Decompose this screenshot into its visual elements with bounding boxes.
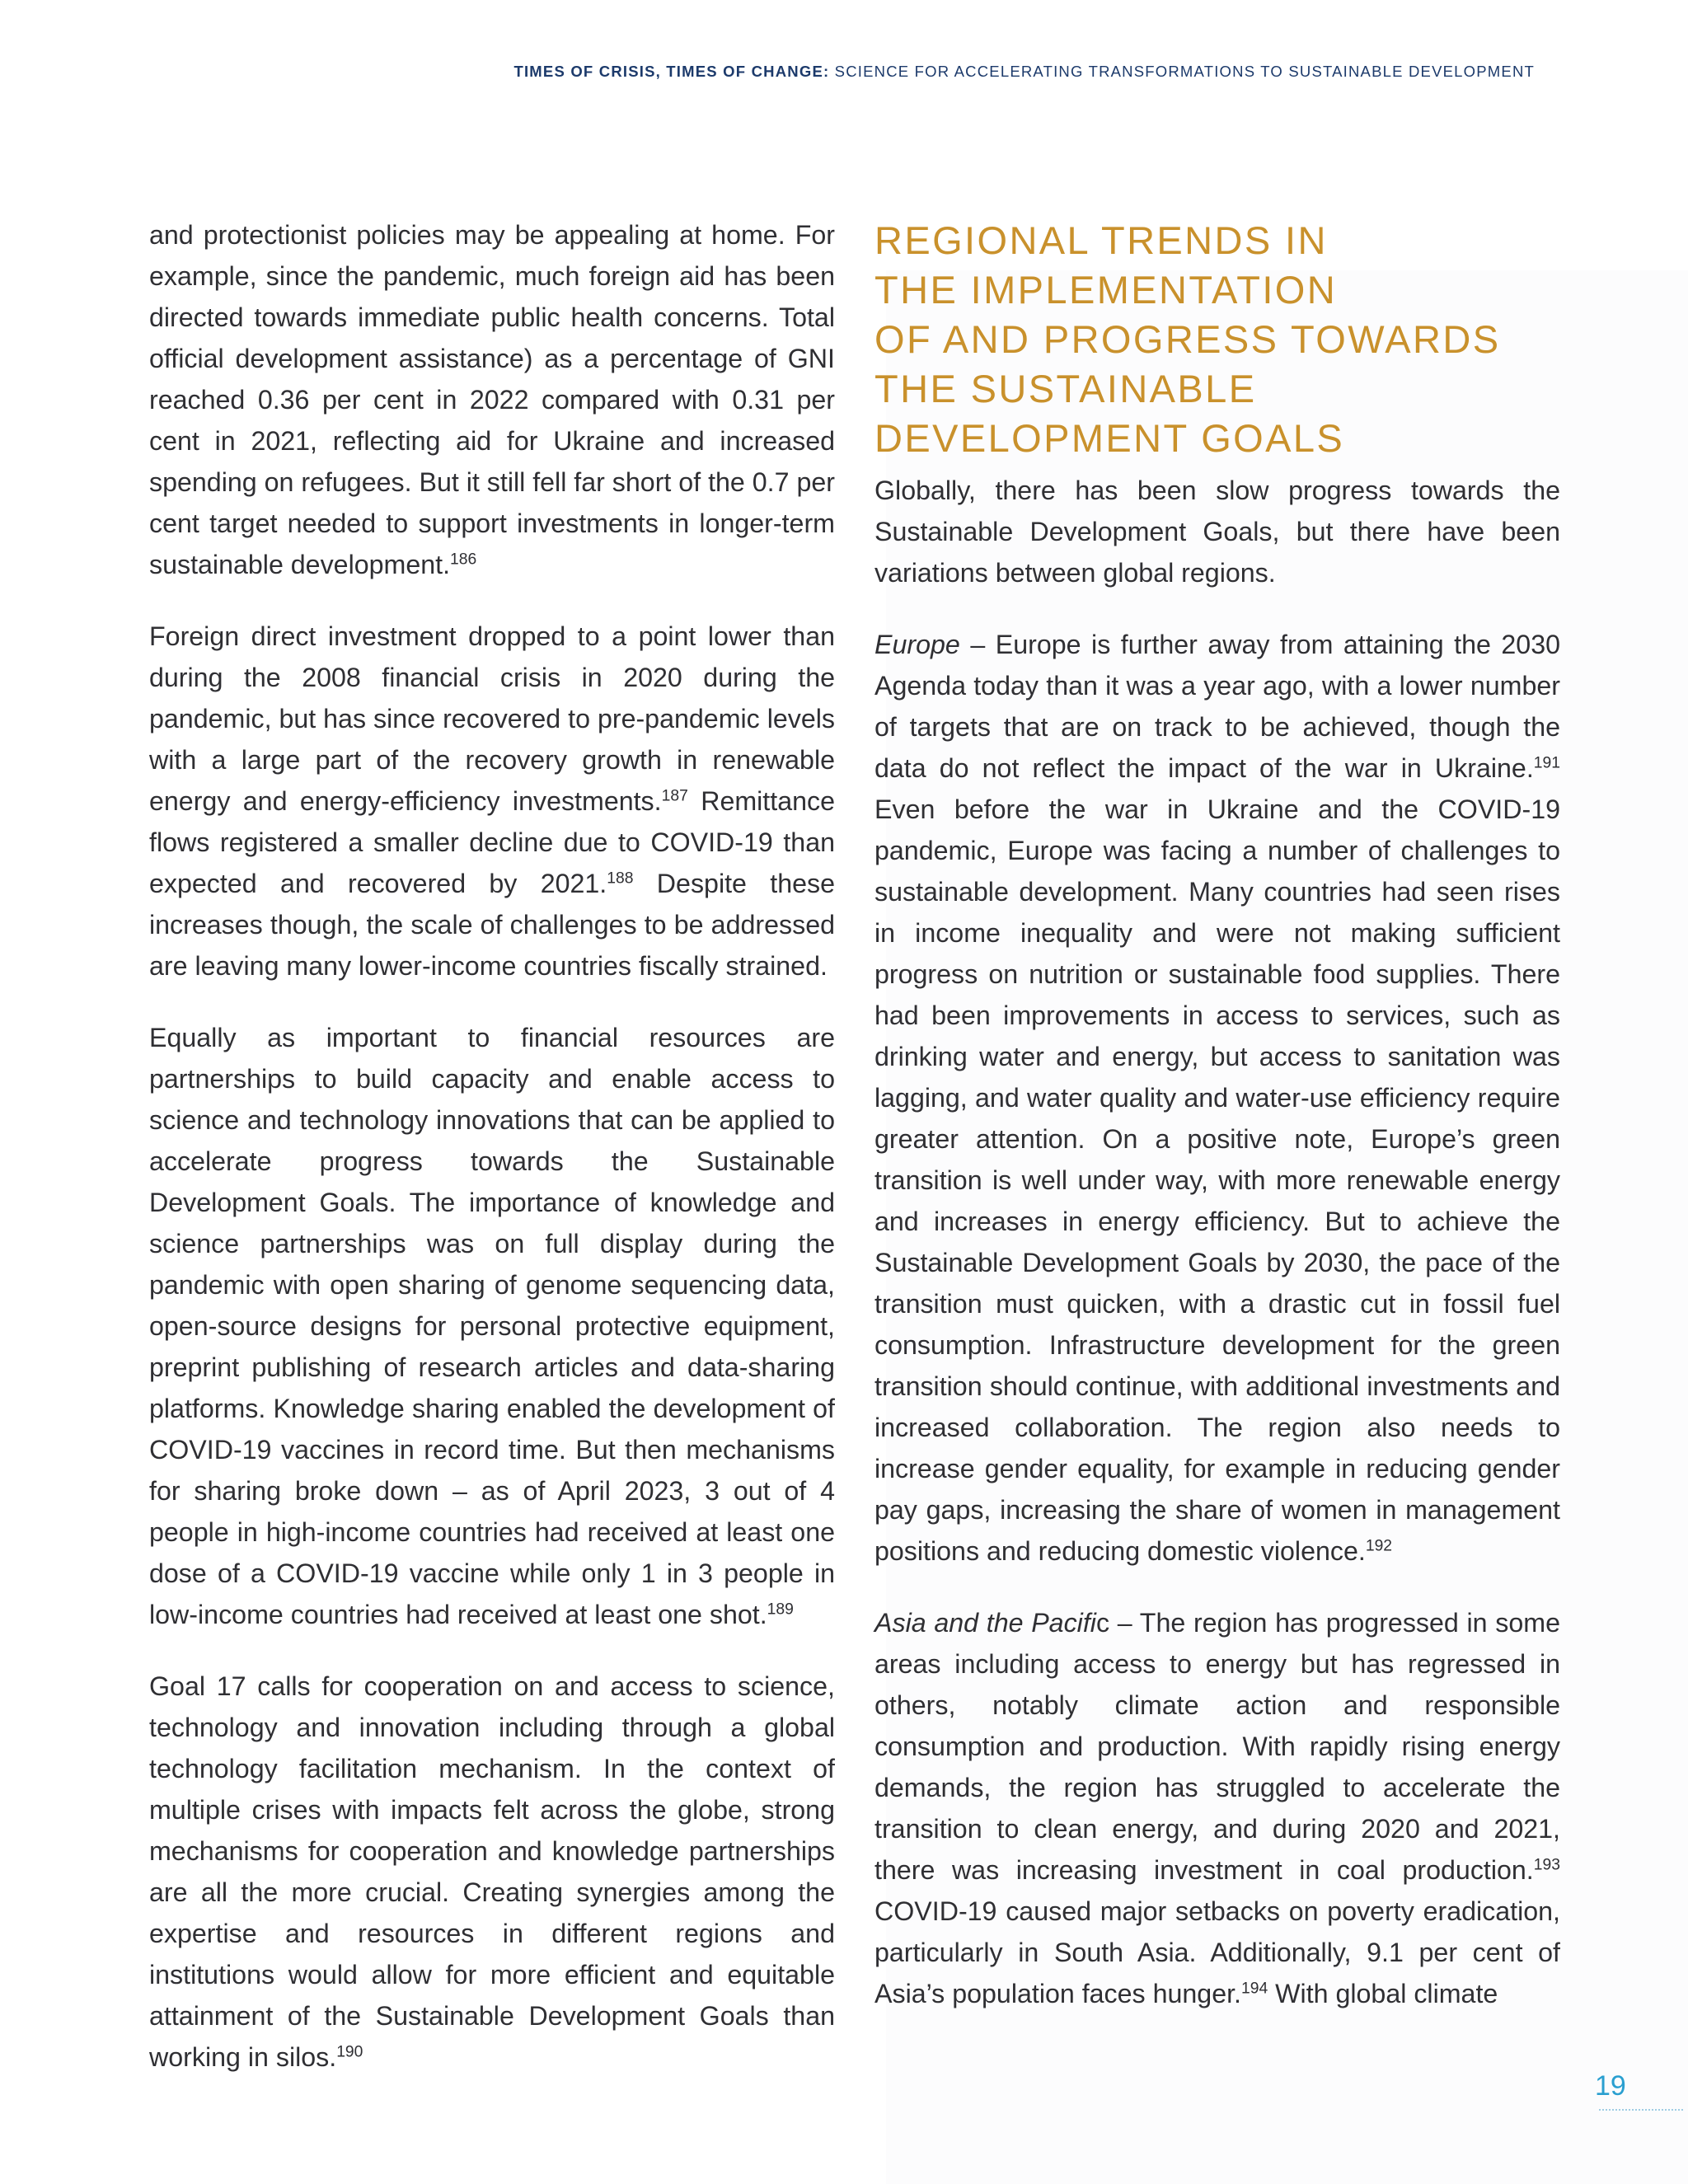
footnote-ref: 193 (1533, 1856, 1560, 1874)
heading-line: THE SUSTAINABLE (874, 367, 1257, 410)
paragraph-intro: Globally, there has been slow progress towards the Sustainable Development Goals, but there have been variations between global regions. (874, 476, 1560, 588)
footnote-ref: 188 (607, 869, 634, 888)
paragraph-text: – The region has progressed in some areas including access to energy but has regressed in others, notably climate action and responsible consumption and production. With rapidly rising energy demands, the region has struggled to accelerate the transition to clean energy, and during 2020 and 2021, there was increasing investment in coal production. (874, 1608, 1561, 1885)
section-heading (874, 216, 1560, 463)
paragraph-partnerships (149, 1017, 835, 1635)
region-label-europe: Europe (874, 630, 960, 659)
paragraph-fdi (149, 616, 835, 987)
footnote-ref: 192 (1365, 1537, 1393, 1555)
paragraph-europe (874, 624, 1560, 1572)
footnote-ref: 194 (1240, 1980, 1268, 1998)
paragraph-text: Despite these increases though, the scale of challenges to be addressed are leaving many lower-income countries fiscally strained. (149, 869, 835, 981)
paragraph-text: and protectionist policies may be appealing at home. For example, since the pandemic, much foreign aid has been directed towards immediate public health concerns. Total official development assistance) as a percentage of GNI reached 0.36 per cent in 2022 compared with 0.31 per cent in 2021, reflecting aid for Ukraine and increased spending on refugees. But it still fell far short of the 0.7 per cent target needed to support investments in longer-term sustainable development. (149, 220, 835, 579)
paragraph-goal-17 (149, 1666, 835, 2078)
footnote-ref: 189 (767, 1601, 794, 1619)
heading-line: OF AND PROGRESS TOWARDS (874, 317, 1501, 361)
paragraph-text: COVID-19 caused major setbacks on poverty eradication, particularly in South Asia. Additionally, 9.1 per cent of Asia’s population faces hunger. (874, 1896, 1560, 2008)
heading-line: THE IMPLEMENTATION (874, 268, 1338, 312)
left-column (149, 214, 835, 2078)
right-column (874, 216, 1560, 2014)
heading-line: DEVELOPMENT GOALS (874, 416, 1345, 460)
footnote-ref: 187 (661, 787, 688, 805)
page-number-rule (1599, 2109, 1683, 2111)
footnote-ref: 191 (1533, 754, 1560, 772)
paragraph-text: Remittance flows registered a smaller decline due to COVID-19 than expected and recovered by 2021. (149, 786, 835, 898)
paragraph-text: – Europe is further away from attaining the 2030 Agenda today than it was a year ago, with a lower number of targets that are on track to be achieved, though the data do not reflect the impact of the war in Ukraine. (874, 630, 1560, 783)
paragraph-text: Equally as important to financial resources are partnerships to build capacity and enable access to science and technology innovations that can be applied to accelerate progress towards the Sustainable Development Goals. The importance of knowledge and science partnerships was on full display during the pandemic with open sharing of genome sequencing data, open-source designs for personal protective equipment, preprint publishing of research articles and data-sharing platforms. Knowledge sharing enabled the development of COVID-19 vaccines in record time. But then mechanisms for sharing broke down – as of April 2023, 3 out of 4 people in high-income countries had received at least one dose of a COVID-19 vaccine while only 1 in 3 people in low-income countries had received at least one shot. (149, 1023, 835, 1629)
paragraph-aid (149, 214, 835, 585)
footnote-ref: 186 (450, 551, 477, 569)
running-header-strong: TIMES OF CRISIS, TIMES OF CHANGE: (513, 63, 830, 80)
paragraph-asia-pacific (874, 1602, 1560, 2014)
paragraph-text: Even before the war in Ukraine and the COVID-19 pandemic, Europe was facing a number of challenges to sustainable development. Many countries had seen rises in income inequality and were not making sufficient progress on nutrition or sustainable food supplies. There had been improvements in access to services, such as drinking water and energy, but access to sanitation was lagging, and water quality and water-use efficiency require greater attention. On a positive note, Europe’s green transition is well under way, with more renewable energy and increases in energy efficiency. But to achieve the Sustainable Development Goals by 2030, the pace of the transition must quicken, with a drastic cut in fossil fuel consumption. Infrastructure development for the green transition should continue, with additional investments and increased collaboration. The region also needs to increase gender equality, for example in reducing gender pay gaps, increasing the share of women in management positions and reducing domestic violence. (874, 794, 1560, 1566)
heading-line: REGIONAL TRENDS IN (874, 218, 1328, 262)
paragraph-text: Foreign direct investment dropped to a point lower than during the 2008 financial crisis in 2020 during the pandemic, but has since recovered to pre-pandemic levels with a large part of the recovery growth in renewable energy and energy-efficiency investments. (149, 621, 835, 816)
paragraph-text: Goal 17 calls for cooperation on and access to science, technology and innovation including through a global technology facilitation mechanism. In the context of multiple crises with impacts felt across the globe, strong mechanisms for cooperation and knowledge partnerships are all the more crucial. Creating synergies among the expertise and resources in different regions and institutions would allow for more efficient and equitable attainment of the Sustainable Development Goals than working in silos. (149, 1671, 835, 2072)
paragraph-text: With global climate (1268, 1979, 1498, 2008)
footnote-ref: 190 (336, 2043, 363, 2061)
running-header (0, 63, 1535, 81)
region-label-asia-pacific: Asia and the Pacifi (874, 1608, 1096, 1638)
region-label-tail: c (1095, 1608, 1110, 1638)
running-header-rest: SCIENCE FOR ACCELERATING TRANSFORMATIONS TO SUSTAINABLE DEVELOPMENT (829, 63, 1535, 80)
page-number: 19 (1595, 2070, 1626, 2102)
